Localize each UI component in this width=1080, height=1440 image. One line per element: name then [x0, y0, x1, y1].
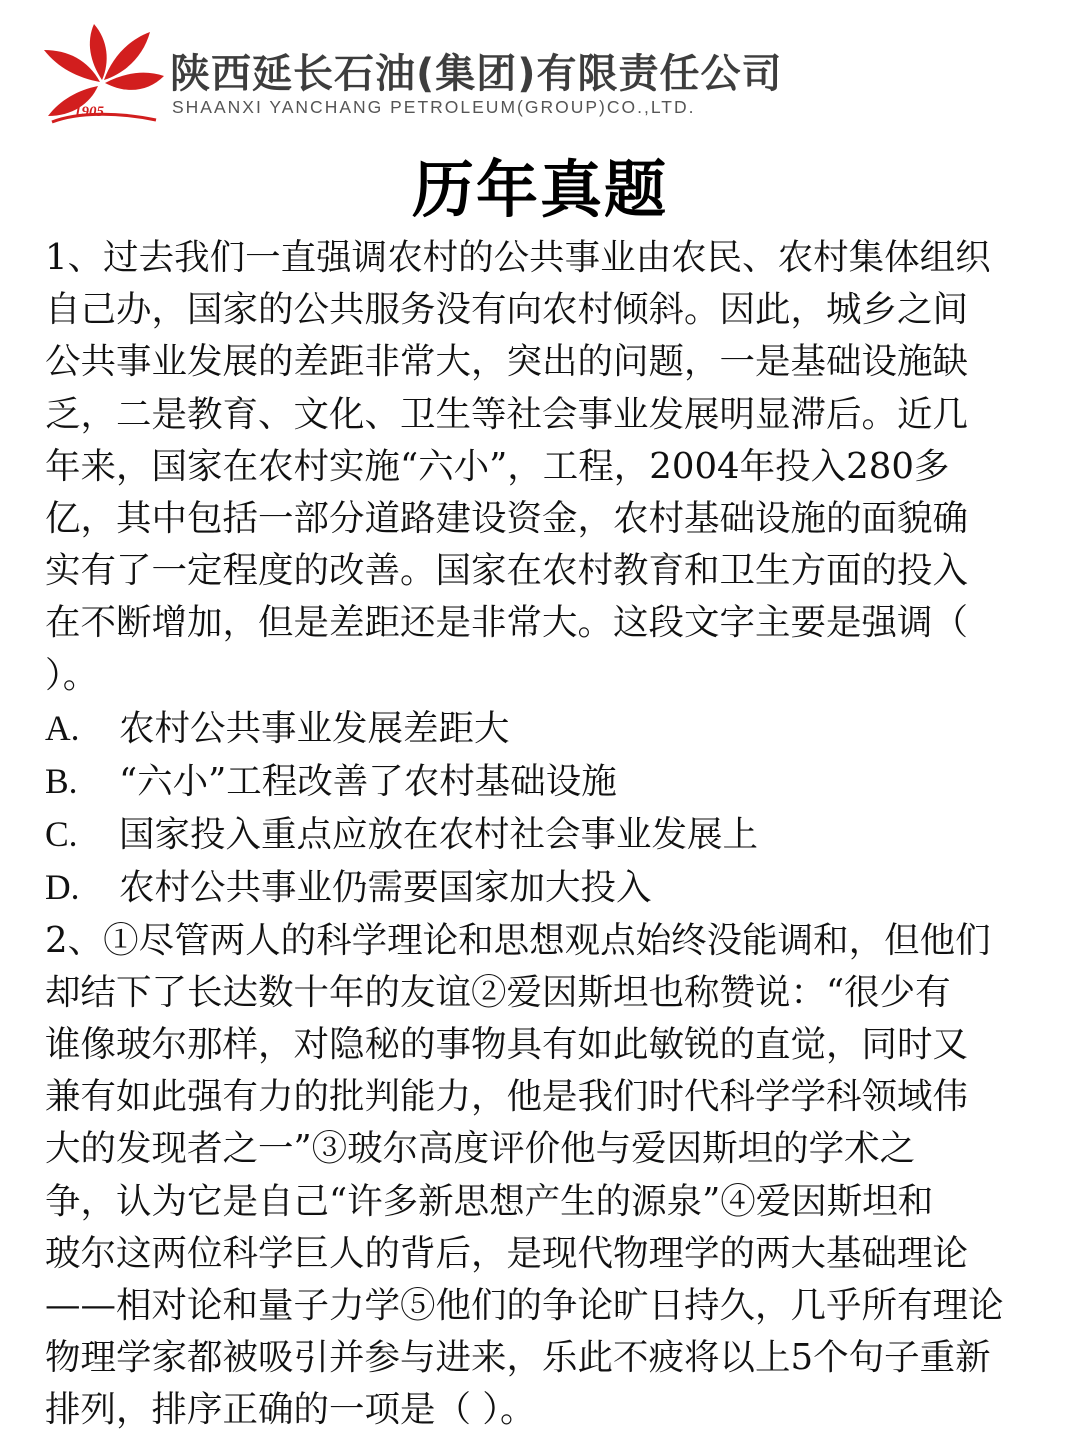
company-header — [38, 20, 798, 130]
option-text: 国家投入重点应放在农村社会事业发展上 — [119, 814, 759, 856]
question-2-text: 2、①尽管两人的科学理论和思想观点始终没能调和，但他们 却结下了长达数十年的友谊②爱因斯坦也称赞说：“很少有 谁像玻尔那样，对隐秘的事物具有如此敏锐的直觉，同时又 兼有如此强有力的批判能力，他是我们时代科学学科领域伟 大的发现者之一”③玻尔高度评价他与爱因斯坦的学术之 争，认为它是自己“许多新思想产生的源泉”④爱因斯坦和 玻尔这两位科学巨人的背后，是现代物理学的两大基础理论 ——相对论和量子力学⑤他们的争论旷日持久，几乎所有理论 物理学家都被吸引并参与进来，乐此不疲将以上5个句子重新 排列，排序正确的一项是（ ）。 — [45, 919, 1004, 1431]
logo-year: 1905 — [74, 104, 104, 120]
option-letter: A. — [45, 707, 80, 748]
option-text: 农村公共事业发展差距大 — [119, 707, 510, 749]
question-1-option-c — [45, 808, 1045, 861]
option-letter: D. — [45, 867, 80, 908]
question-1-option-a — [45, 702, 1045, 755]
company-name-en: SHAANXI YANCHANG PETROLEUM(GROUP)CO.,LTD. — [172, 97, 696, 117]
question-1-option-d — [45, 861, 1045, 914]
option-letter: C. — [45, 814, 78, 855]
option-letter: B. — [45, 761, 78, 802]
company-name-cn: 陕西延长石油(集团)有限责任公司 — [170, 51, 783, 97]
option-text: 农村公共事业仍需要国家加大投入 — [119, 867, 652, 909]
question-content — [45, 232, 1045, 1437]
question-1-text: 1、过去我们一直强调农村的公共事业由农民、农村集体组织 自己办，国家的公共服务没有向农村倾斜。因此，城乡之间 公共事业发展的差距非常大，突出的问题，一是基础设施缺 乏，二是教育、文化、卫生等社会事业发展明显滞后。近几 年来，国家在农村实施“六小”，工程，2004年投入280多 亿，其中包括一部分道路建设资金，农村基础设施的面貌确 实有了一定程度的改善。国家在农村教育和卫生方面的投入 在不断增加，但是差距还是非常大。这段文字主要是强调（ ）。 — [45, 237, 991, 696]
question-1-option-b — [45, 755, 1045, 808]
page-title: 历年真题 — [411, 153, 668, 226]
option-text: “六小”工程改善了农村基础设施 — [119, 761, 617, 803]
